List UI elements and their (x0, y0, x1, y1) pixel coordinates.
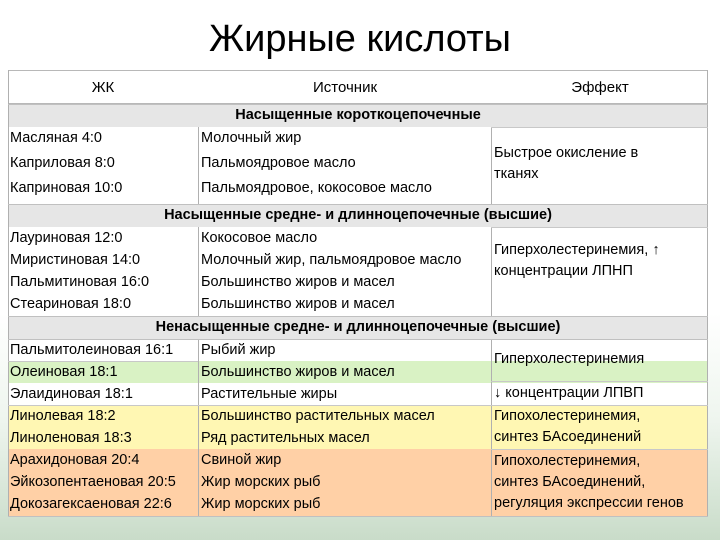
acid-source: Молочный жир (201, 130, 302, 146)
acid-name: Олеиновая 18:1 (10, 364, 118, 380)
acid-name: Докозагексаеновая 22:6 (10, 496, 172, 512)
acid-name: Масляная 4:0 (10, 130, 102, 146)
grid-line (8, 339, 708, 340)
grid-line (491, 381, 708, 382)
section-heading-unsaturated: Ненасыщенные средне- и длинноцепочечные (высшие) (8, 316, 708, 339)
acid-source: Жир морских рыб (201, 496, 321, 512)
effect-hdl-decrease: ↓ концентрации ЛПВП (494, 385, 644, 401)
acid-source: Пальмоядровое, кокосовое масло (201, 180, 432, 196)
acid-name: Арахидоновая 20:4 (10, 452, 140, 468)
acid-name: Пальмитиновая 16:0 (10, 274, 150, 290)
acid-source: Молочный жир, пальмоядровое масло (201, 252, 462, 268)
acid-source: Кокосовое масло (201, 230, 318, 246)
grid-line (491, 227, 708, 228)
header-acid: ЖК (91, 79, 115, 96)
acid-source: Большинство растительных масел (201, 408, 435, 424)
grid-line (491, 339, 492, 516)
acid-source: Большинство жиров и масел (201, 364, 395, 380)
header-source: Источник (312, 79, 378, 96)
grid-line (8, 204, 708, 205)
grid-line (198, 227, 199, 316)
acid-source: Большинство жиров и масел (201, 296, 395, 312)
header-effect: Эффект (571, 79, 629, 96)
acid-name: Каприловая 8:0 (10, 155, 115, 171)
effect-hypercholesterolemia: Гиперхолестеринемия (494, 351, 645, 367)
acid-source: Ряд растительных масел (201, 430, 370, 446)
acid-name: Миристиновая 14:0 (10, 252, 141, 268)
grid-line (8, 70, 9, 516)
grid-line (491, 227, 492, 316)
grid-line (491, 127, 492, 204)
acid-source: Большинство жиров и масел (201, 274, 395, 290)
effect-omega6: Гипохолестеринемия, синтез БАсоединений (494, 408, 642, 445)
grid-line (8, 405, 491, 406)
grid-line (8, 361, 198, 362)
slide-title: Жирные кислоты (209, 18, 511, 60)
acid-name: Линоленовая 18:3 (10, 430, 132, 446)
effect-saturated-long: Гиперхолестеринемия, ↑ концентрации ЛПНП (494, 242, 660, 279)
grid-line (491, 449, 708, 450)
grid-line (491, 405, 708, 406)
acid-source: Свиной жир (201, 452, 282, 468)
section-heading-saturated-long: Насыщенные средне- и длинноцепочечные (высшие) (8, 204, 708, 227)
acid-source: Растительные жиры (201, 386, 338, 402)
acid-name: Лауриновая 12:0 (10, 230, 123, 246)
section-heading-short-chain: Насыщенные короткоцепочечные (8, 104, 708, 127)
acid-name: Эйкозопентаеновая 20:5 (10, 474, 176, 490)
table-row (8, 293, 708, 316)
grid-line (8, 104, 708, 105)
acid-source: Рыбий жир (201, 342, 276, 358)
acid-source: Жир морских рыб (201, 474, 321, 490)
acid-name: Каприновая 10:0 (10, 180, 123, 196)
acid-source: Пальмоядровое масло (201, 155, 356, 171)
effect-omega3: Гипохолестеринемия, синтез БАсоединений, регуляция экспрессии генов (494, 453, 684, 511)
grid-line (198, 339, 199, 516)
acid-name: Пальмитолеиновая 16:1 (10, 342, 174, 358)
acid-name: Стеариновая 18:0 (10, 296, 132, 312)
acid-name: Линолевая 18:2 (10, 408, 116, 424)
acid-name: Элаидиновая 18:1 (10, 386, 133, 402)
grid-line (198, 127, 199, 204)
effect-short-chain: Быстрое окисление в тканях (494, 145, 639, 182)
grid-line (8, 516, 708, 517)
grid-line (491, 127, 708, 128)
grid-line (8, 316, 708, 317)
